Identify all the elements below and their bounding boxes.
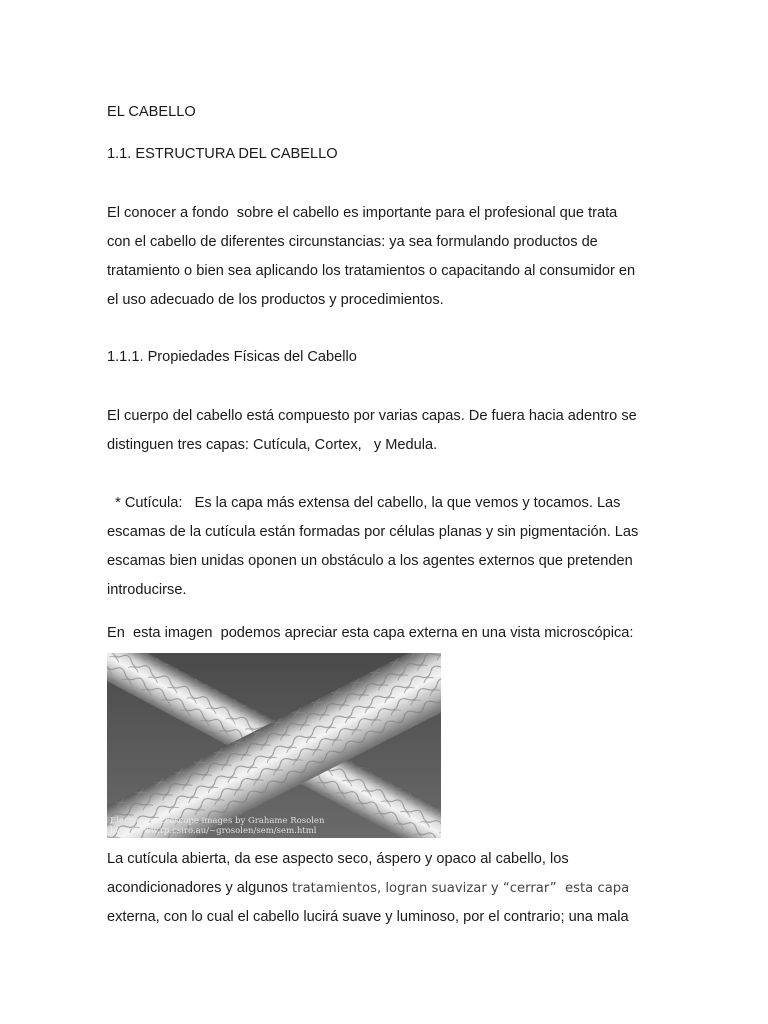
paragraph-cuticle-line: * Cutícula: Es la capa más extensa del cabello, la que vemos y tocamos. Las — [107, 495, 621, 511]
paragraph-cuticle-line: escamas de la cutícula están formadas por células planas y sin pigmentación. Las — [107, 524, 639, 540]
section-heading-physical-properties: 1.1.1. Propiedades Físicas del Cabello — [107, 349, 357, 365]
image-credit-caption — [110, 816, 324, 836]
document-heading: EL CABELLO — [107, 104, 196, 120]
paragraph-layers-line: El cuerpo del cabello está compuesto por varias capas. De fuera hacia adentro se — [107, 408, 637, 424]
hair-fibers-illustration — [107, 653, 441, 838]
paragraph-cuticle-line: introducirse. — [107, 582, 187, 598]
paragraph-open-cuticle-line: externa, con lo cual el cabello lucirá suave y luminoso, por el contrario; una mala — [107, 909, 629, 925]
paragraph-open-cuticle-line — [107, 879, 629, 898]
image-credit-url: http://www.rp.csiro.au/~grosolen/sem/sem.html — [110, 826, 317, 836]
image-credit-line: Electron microscope images by Grahame Rosolen — [110, 816, 325, 826]
paragraph-intro-line: con el cabello de diferentes circunstancias: ya sea formulando productos de — [107, 234, 598, 250]
paragraph-cuticle-line: escamas bien unidas oponen un obstáculo a los agentes externos que pretenden — [107, 553, 633, 569]
hair-microscope-image — [107, 653, 441, 838]
paragraph-open-cuticle-line: La cutícula abierta, da ese aspecto seco, áspero y opaco al cabello, los — [107, 851, 569, 867]
paragraph-image-intro: En esta imagen podemos apreciar esta capa externa en una vista microscópica: — [107, 625, 634, 641]
text-run: acondicionadores y algunos — [107, 880, 292, 896]
text-run-alt-font: tratamientos, logran suavizar y “cerrar” esta capa — [291, 881, 630, 896]
section-heading-structure: 1.1. ESTRUCTURA DEL CABELLO — [107, 146, 338, 162]
paragraph-intro-line: el uso adecuado de los productos y procedimientos. — [107, 292, 444, 308]
paragraph-layers-line: distinguen tres capas: Cutícula, Cortex, y Medula. — [107, 437, 438, 453]
paragraph-intro-line: tratamiento o bien sea aplicando los tratamientos o capacitando al consumidor en — [107, 263, 636, 279]
paragraph-intro-line: El conocer a fondo sobre el cabello es importante para el profesional que trata — [107, 205, 618, 221]
